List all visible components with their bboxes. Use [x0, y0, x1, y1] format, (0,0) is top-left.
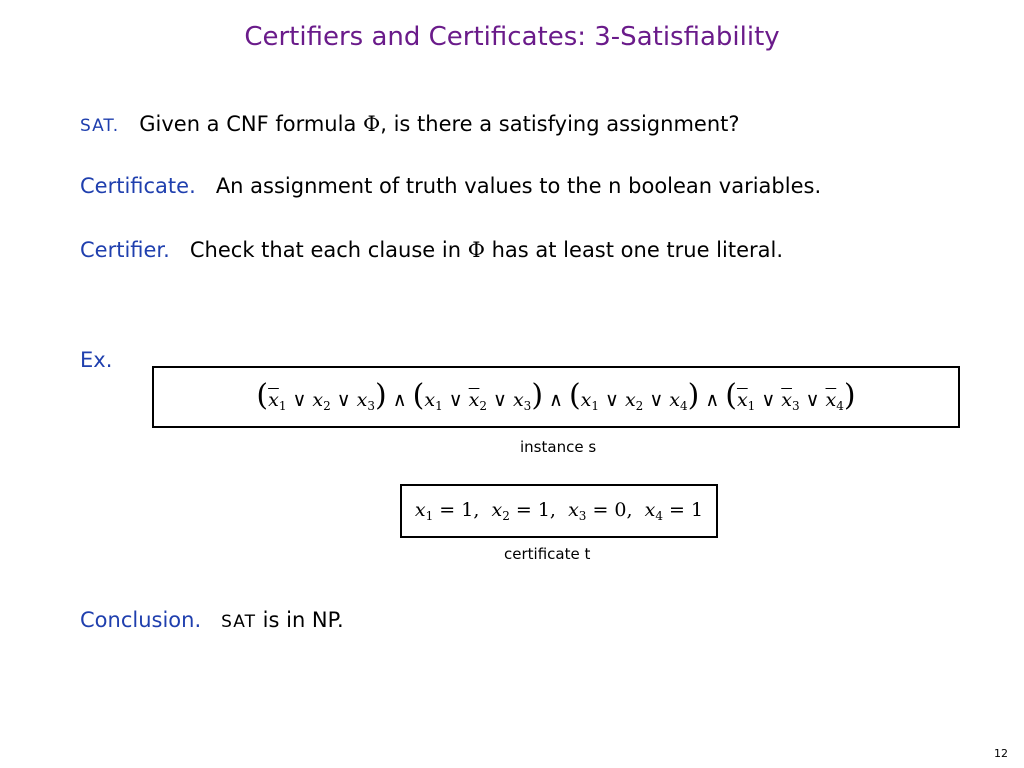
conclusion-line [80, 608, 344, 632]
sat-label: SAT [221, 612, 256, 632]
certificate-text: An assignment of truth values to the n boolean variables. [215, 174, 822, 198]
conclusion-term: Conclusion. [80, 608, 202, 632]
certificate-caption: certificate t [504, 545, 591, 563]
formula-instance-box [152, 366, 960, 428]
certificate-box [400, 484, 718, 538]
certifier-definition [80, 238, 783, 262]
sat-text-before: Given a CNF formula [139, 112, 363, 136]
certifier-term: Certifier. [80, 238, 170, 262]
assignment-formula: $x_1 = 1$, $x_2 = 1$, $x_3 = 0$, $x_4 = 1$ [414, 499, 704, 523]
sat-text-after: , is there a satisfying assignment? [380, 112, 740, 136]
certificate-definition [80, 174, 821, 198]
certifier-text-before: Check that each clause in [189, 238, 468, 262]
slide-title: Certifiers and Certificates: 3-Satisfiability [244, 22, 780, 52]
cnf-formula: ($\overline{x}_1$ ∨ $x_2$ ∨ $x_3$) ∧ ($x_1$ ∨ $\overline{x}_2$ ∨ $x_3$) ∧ ($x_1$ ∨ $x_2$ ∨ $x_4$) ∧ ($\overline{x}_1$ ∨ $\overline{x}_3$ ∨ $\overline{x}_4$) [256, 377, 856, 413]
example-label: Ex. [80, 348, 113, 372]
instance-caption: instance s [520, 438, 597, 456]
certificate-term: Certificate. [80, 174, 196, 198]
sat-term: SAT. [80, 116, 120, 136]
phi-symbol: Φ [467, 238, 485, 262]
sat-definition [80, 112, 740, 136]
certifier-text-after: has at least one true literal. [484, 238, 784, 262]
conclusion-text: is in NP. [255, 608, 344, 632]
page-number: 12 [994, 747, 1008, 760]
phi-symbol: Φ [363, 112, 381, 136]
